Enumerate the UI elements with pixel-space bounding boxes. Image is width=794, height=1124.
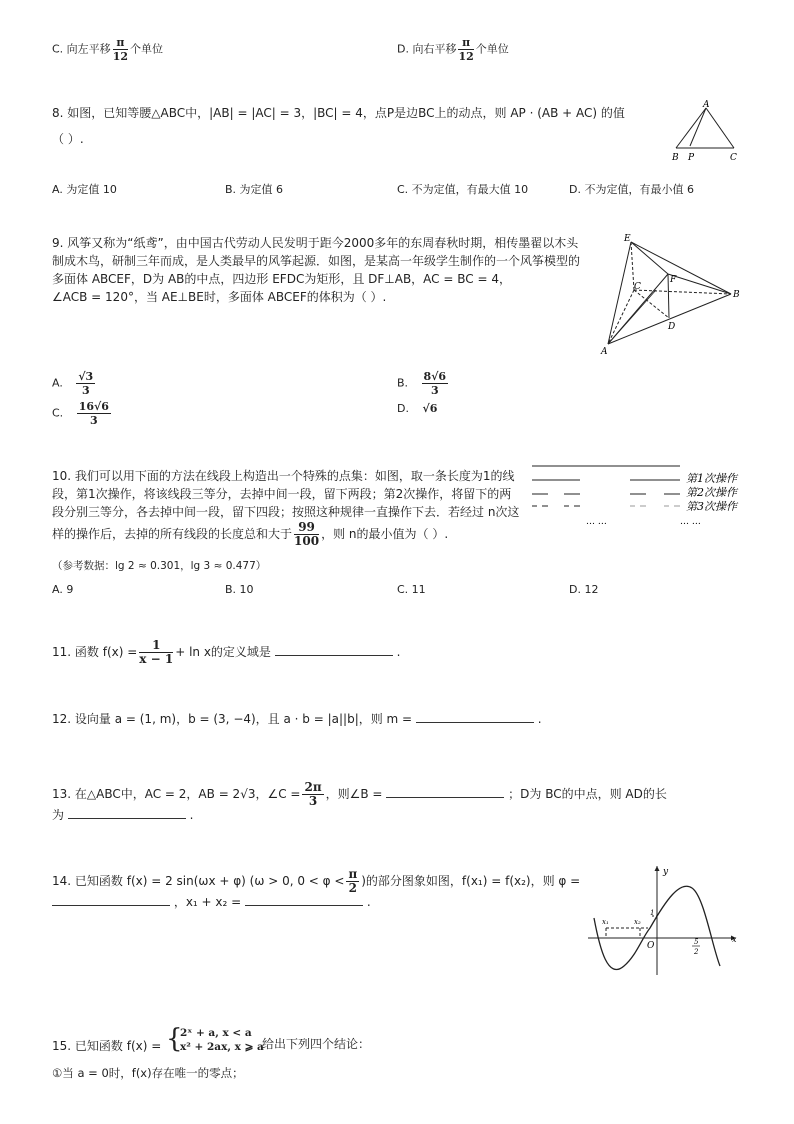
- q14-fig-label-x: x: [732, 935, 737, 944]
- q14-answer-blank-1[interactable]: [52, 893, 170, 906]
- q8-fig-label-p: P: [688, 153, 695, 163]
- q10-option-d: D. 12: [569, 583, 599, 596]
- q13-answer-blank-1[interactable]: [386, 785, 504, 798]
- q12-answer-blank[interactable]: [416, 710, 534, 723]
- q10-cantor-set-figure: [530, 458, 744, 528]
- q14-fraction: $\frac{\pi}{2}$: [348, 867, 358, 895]
- q11-fraction: $\frac{1}{x - 1}$: [139, 638, 174, 666]
- q8-stem-line2: （ ）.: [52, 132, 84, 146]
- q8-option-c: C. 不为定值，有最大值 10: [397, 183, 529, 196]
- q14-fig-label-y: y: [663, 867, 669, 877]
- q14-answer-blank-2[interactable]: [245, 893, 363, 906]
- q11-stem: 11. 函数 f(x) = $\frac{1}{x - 1}$ + ln x的定义域是 .: [52, 638, 401, 666]
- q9-polyhedron-figure: [596, 230, 746, 360]
- q7-option-d-fraction: $\frac{\pi}{12}$: [458, 36, 474, 63]
- q9-stem-line4: ∠ACB = 120°，当 AE⊥BE时，多面体 ABCEF的体积为（ ）.: [52, 290, 387, 304]
- q14-stem-line1: 14. 已知函数 f(x) = 2 sin(ωx + φ) (ω > 0, 0 < φ < $\frac{\pi}{2}$ )的部分图象如图，f(x₁) = f(x₂)，则 φ =: [52, 867, 581, 895]
- q14-sine-graph: [586, 860, 742, 978]
- q9-option-a: A. $\frac{√3}{3}$: [52, 370, 94, 397]
- q14-fig-label-x2: x₂: [634, 918, 641, 926]
- q9-fig-label-f: F: [670, 275, 677, 285]
- q9-option-c-fraction: $\frac{16√6}{3}$: [78, 400, 109, 427]
- q14-fig-label-origin: O: [647, 941, 655, 951]
- q9-fig-label-c: C: [634, 282, 641, 292]
- q14-stem-line2: ，x₁ + x₂ = .: [52, 893, 371, 911]
- q9-option-d: D. √6: [397, 402, 438, 415]
- q15-stem-suffix: 给出下列四个结论：: [262, 1037, 371, 1051]
- q9-fig-label-e: E: [624, 234, 631, 244]
- q10-stem-line4: 样的操作后，去掉的所有线段的长度总和大于 $\frac{99}{100}$ ，则 n的最小值为（ ）.: [52, 520, 449, 548]
- q15-brace: {: [166, 1024, 183, 1054]
- q9-fig-label-d: D: [668, 322, 676, 332]
- q7-option-c-fraction: $\frac{\pi}{12}$: [112, 36, 128, 63]
- q10-fig-label-op3: 第3次操作: [686, 500, 737, 513]
- q9-option-c: C. $\frac{16√6}{3}$: [52, 400, 109, 427]
- q10-fig-label-op2: 第2次操作: [686, 486, 737, 499]
- q9-option-a-fraction: $\frac{√3}{3}$: [78, 370, 94, 397]
- q10-option-a: A. 9: [52, 583, 74, 596]
- q9-option-b: B. $\frac{8√6}{3}$: [397, 370, 447, 397]
- q14-fig-label-two: 2: [694, 948, 699, 956]
- q10-reference-data: （参考数据：lg 2 ≈ 0.301，lg 3 ≈ 0.477）: [52, 560, 267, 572]
- q13-stem-line1: 13. 在△ABC中，AC = 2，AB = 2√3，∠C = $\frac{2\pi}{3}$ ，则∠B = ；D为 BC的中点，则 AD的长: [52, 780, 667, 808]
- q8-fig-label-c: C: [730, 153, 737, 163]
- q14-fig-label-one: 1: [650, 909, 655, 917]
- q7-option-d: D. 向右平移 $\frac{\pi}{12}$ 个单位: [397, 36, 509, 63]
- q15-piecewise-cases: [180, 1026, 264, 1054]
- q13-stem-line2: 为 .: [52, 808, 194, 822]
- q8-fig-label-b: B: [672, 153, 679, 163]
- q10-fig-label-op1: 第1次操作: [686, 472, 737, 485]
- q8-option-a: A. 为定值 10: [52, 183, 117, 196]
- q14-fig-label-x1: x₁: [602, 918, 609, 926]
- q9-stem-line2: 制成木鸟，研制三年而成，是人类最早的风筝起源．如图，是某高一年级学生制作的一个风筝模型的: [52, 254, 581, 268]
- q9-fig-label-b: B: [733, 290, 740, 300]
- q15-item-1: ①当 a = 0时，f(x)存在唯一的零点；: [52, 1066, 244, 1080]
- q10-stem-line2: 段，第1次操作，将该线段三等分，去掉中间一段，留下两段；第2次操作，将留下的两: [52, 487, 512, 501]
- q10-option-c: C. 11: [397, 583, 426, 596]
- q9-option-b-fraction: $\frac{8√6}{3}$: [423, 370, 447, 397]
- q15-case-1: 2ˣ + a, x < a: [180, 1027, 252, 1039]
- q13-answer-blank-2[interactable]: [68, 806, 186, 819]
- q10-fig-ellipsis-left: … …: [586, 517, 607, 527]
- q14-fig-label-five: 5: [694, 938, 699, 946]
- q10-fraction: $\frac{99}{100}$: [294, 520, 320, 548]
- q9-stem-line1: 9. 风筝又称为“纸鸢”，由中国古代劳动人民发明于距今2000多年的东周春秋时期，相传墨翟以木头: [52, 236, 579, 250]
- q8-fig-label-a: A: [703, 100, 710, 110]
- q7-option-c: C. 向左平移 $\frac{\pi}{12}$ 个单位: [52, 36, 163, 63]
- q10-stem-line3: 段分别三等分，各去掉中间一段，留下四段；按照这种规律一直操作下去．若经过 n次这: [52, 505, 520, 519]
- q10-stem-line1: 10. 我们可以用下面的方法在线段上构造出一个特殊的点集：如图，取一条长度为1的线: [52, 469, 515, 483]
- q8-stem-line1: 8. 如图，已知等腰△ABC中，|AB| = |AC| = 3，|BC| = 4，点P是边BC上的动点，则 AP · (AB + AC) 的值: [52, 106, 625, 120]
- q13-fraction: $\frac{2\pi}{3}$: [304, 780, 322, 808]
- q8-option-b: B. 为定值 6: [225, 183, 284, 196]
- q9-stem-line3: 多面体 ABCEF，D为 AB的中点，四边形 EFDC为矩形，且 DF⊥AB，AC = BC = 4，: [52, 272, 511, 286]
- q8-triangle-figure: [664, 98, 754, 168]
- q8-option-d: D. 不为定值，有最小值 6: [569, 183, 694, 196]
- q12-stem: 12. 设向量 a = (1, m)，b = (3, −4)，且 a · b = |a||b|，则 m = .: [52, 712, 542, 726]
- q9-fig-label-a: A: [601, 347, 608, 357]
- q15-stem-prefix: 15. 已知函数 f(x) =: [52, 1039, 162, 1053]
- q15-case-2: x² + 2ax, x ⩾ a: [180, 1041, 264, 1053]
- q10-fig-ellipsis-right: … …: [680, 517, 701, 527]
- q10-option-b: B. 10: [225, 583, 254, 596]
- q11-answer-blank[interactable]: [275, 643, 393, 656]
